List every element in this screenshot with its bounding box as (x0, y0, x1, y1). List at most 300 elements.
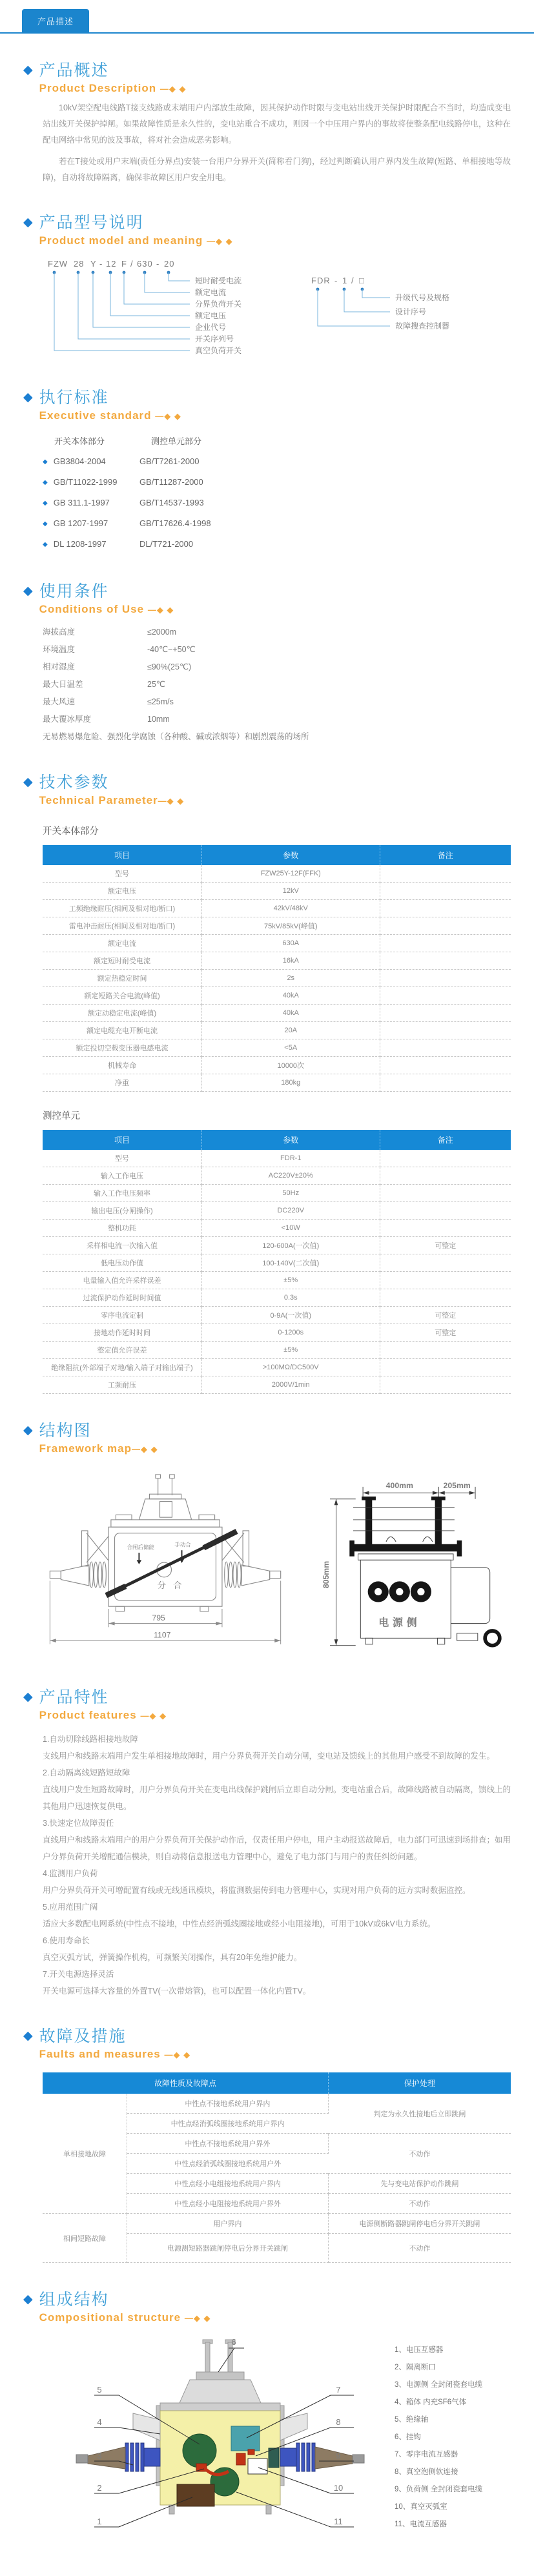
condition-key: 最大日温差 (43, 680, 83, 689)
section-subtitle (39, 234, 233, 247)
legend-item: 10、真空灭弧室 (395, 2502, 447, 2511)
table-row (43, 1167, 511, 1185)
model-segment: / (130, 259, 134, 269)
cell-item: 整定值允许误差 (43, 1342, 202, 1359)
callout-number: 2 (97, 2483, 102, 2493)
standard-code: ◆ DL 1208-1997 (43, 534, 139, 555)
section-subtitle (39, 794, 185, 807)
model-segment: - (334, 276, 338, 285)
standards-col1-header: 开关本体部分 (54, 436, 105, 446)
composition-diagram (43, 2331, 395, 2544)
feature-heading: 5.应用范围广阔 (43, 1903, 98, 1912)
cell-note (380, 1150, 511, 1167)
cell-item: 绝缘阻抗(外部端子对地/输入端子对输出端子) (43, 1359, 202, 1376)
front-view-drawing (43, 1467, 287, 1661)
cell-note (380, 1057, 511, 1074)
model-segment: 12 (106, 259, 117, 269)
protection-action: 不动作 (328, 2234, 511, 2263)
cell-item: 输入工作电压 (43, 1167, 202, 1185)
col-header-parameter: 参数 (202, 845, 380, 865)
cell-parameter: 0.3s (202, 1289, 380, 1307)
legend-item: 6、挂钩 (395, 2433, 421, 2441)
cell-item: 接地动作延时时间 (43, 1324, 202, 1342)
model-segment: FZW (48, 259, 68, 269)
condition-key: 环境温度 (43, 645, 76, 654)
cell-note (380, 1022, 511, 1039)
table-row (43, 952, 511, 970)
feature-description: 真空灭弧方试，弹簧操作机构，可频繁关闭操作，具有20年免维护能力。 (43, 1953, 302, 1962)
table-subtitle-control-unit: 测控单元 (43, 1111, 80, 1121)
cell-note (380, 1167, 511, 1185)
dimension-label: 1107 (154, 1630, 171, 1640)
overview-paragraph: 10kV架空配电线路T接支线路或末端用户内部放生故障，因其保护动作时限与变电站出线开关保护时限配合不当时，均造成变电站出线开关保护掉闸。如果故障性质是永久性的，变电站重合不成功，则因一个中压用户界内的事故将使整条配电线路停电，这种在配电网络中常见的波及事故，将对社会造成恶劣影响。 (43, 103, 511, 145)
cell-item: 工频耐压 (43, 1376, 202, 1394)
cell-parameter: 40kA (202, 1005, 380, 1022)
condition-row (43, 659, 511, 676)
standard-code: ◆ GB/T11022-1999 (43, 472, 139, 493)
feature-item (43, 1815, 511, 1865)
control-unit-table (43, 1130, 511, 1394)
cell-note (380, 865, 511, 883)
standards-row (43, 513, 511, 534)
subtitle-text: Product features (39, 1709, 137, 1721)
cell-parameter: 50Hz (202, 1185, 380, 1202)
cell-item: 额定热稳定时间 (43, 970, 202, 987)
dimension-label: 805mm (322, 1560, 331, 1589)
model-segment: F (121, 259, 127, 269)
col-header-note: 备注 (380, 1130, 511, 1150)
cell-parameter: ±5% (202, 1272, 380, 1289)
section-title: 技术参数 (39, 773, 109, 792)
cell-note: 可整定 (380, 1307, 511, 1324)
feature-item (43, 1731, 511, 1764)
table-row (43, 1272, 511, 1289)
model-code-diagram-switch (43, 258, 288, 361)
callout-number: 3 (97, 2451, 102, 2460)
cell-note (380, 883, 511, 900)
condition-row (43, 693, 511, 711)
cell-parameter: 12kV (202, 883, 380, 900)
table-row (43, 917, 511, 935)
standards-row (43, 493, 511, 513)
model-segment: 28 (74, 259, 85, 269)
cell-item: 整机功耗 (43, 1220, 202, 1237)
cell-note (380, 1202, 511, 1220)
callout-number: 7 (336, 2385, 341, 2395)
table-row (43, 1202, 511, 1220)
col-header-item: 项目 (43, 1130, 202, 1150)
cell-item: 过流保护动作延时时间值 (43, 1289, 202, 1307)
cell-parameter: 180kg (202, 1074, 380, 1092)
cell-item: 额定投切空载变压器电感电流 (43, 1039, 202, 1057)
cell-note (380, 1005, 511, 1022)
cell-parameter: 120-600A(一次值) (202, 1237, 380, 1254)
col-header-fault: 故障性质及故障点 (43, 2072, 328, 2094)
standard-code: GB/T7261-2000 (139, 456, 200, 466)
cell-parameter: <10W (202, 1220, 380, 1237)
cell-note (380, 1359, 511, 1376)
standard-code: ◆ GB 311.1-1997 (43, 493, 139, 513)
section-features (23, 1688, 511, 1999)
feature-heading: 7.开关电源选择灵活 (43, 1970, 114, 1979)
cell-note (380, 1289, 511, 1307)
section-title: 故障及措施 (39, 2027, 127, 2045)
table-row (43, 1220, 511, 1237)
cell-parameter: 75kV/85kV(峰值) (202, 917, 380, 935)
cell-note: 可整定 (380, 1237, 511, 1254)
cell-item: 型号 (43, 865, 202, 883)
cell-parameter: FDR-1 (202, 1150, 380, 1167)
model-label: 额定电流 (195, 288, 227, 297)
cell-note (380, 1376, 511, 1394)
cell-parameter: 0-1200s (202, 1324, 380, 1342)
section-framework (23, 1421, 511, 1661)
section-diamond-icon (23, 582, 33, 601)
cell-note (380, 987, 511, 1005)
cell-parameter: <5A (202, 1039, 380, 1057)
cell-item: 额定电流 (43, 935, 202, 952)
section-subtitle (39, 409, 181, 422)
table-row (43, 1039, 511, 1057)
table-row (43, 1324, 511, 1342)
legend-item: 3、电源侧 全封闭瓷套电缆 (395, 2380, 483, 2389)
table-row (43, 1359, 511, 1376)
tab-product-description[interactable]: 产品描述 (22, 9, 89, 32)
col-header-protection: 保护处理 (328, 2072, 511, 2094)
col-header-parameter: 参数 (202, 1130, 380, 1150)
section-subtitle (39, 1442, 158, 1455)
power-side-label: 电源侧 (378, 1617, 421, 1629)
table-row (43, 1022, 511, 1039)
feature-description: 直线用户和线路末端用户的用户分界负荷开关保护动作后，仅责任用户停电，用户主动报送故障后，电力部门可迅速到场排查；如用户分界负荷开关增配通信模块，则自动将信息报送电力管理中心，避免了电力部门与用户的责任纠纷问题。 (43, 1835, 511, 1861)
model-label: 故障搜查控制器 (395, 322, 450, 331)
section-title: 结构图 (39, 1422, 92, 1440)
condition-value: ≤90%(25℃) (147, 662, 192, 671)
panel-label: 分 (157, 1580, 166, 1590)
cell-item: 低电压动作值 (43, 1254, 202, 1272)
standards-row (43, 451, 511, 472)
callout-number: 9 (336, 2451, 341, 2460)
condition-value: -40℃~+50℃ (147, 645, 196, 654)
cell-item: 型号 (43, 1150, 202, 1167)
callout-number: 1 (97, 2517, 102, 2526)
table-row (43, 1005, 511, 1022)
subtitle-text: Faults and measures (39, 2048, 161, 2060)
standard-code: GB/T17626.4-1998 (139, 518, 211, 528)
cell-item: 零序电流定制 (43, 1307, 202, 1324)
cell-note (380, 917, 511, 935)
arrow-decoration: —◆ ◆ (132, 1444, 158, 1454)
table-row (43, 1057, 511, 1074)
section-overview (23, 61, 511, 186)
condition-note: 无易燃易爆危险、强烈化学腐蚀（各种酸、碱或浓烟等）和剧烈震荡的场所 (43, 732, 309, 741)
faults-table (43, 2072, 511, 2263)
cell-note (380, 1185, 511, 1202)
dimension-label: 795 (152, 1613, 165, 1622)
section-diamond-icon (23, 388, 33, 407)
composition-legend (395, 2342, 482, 2533)
cell-item: 机械寿命 (43, 1057, 202, 1074)
dimension-label: 205mm (443, 1480, 471, 1490)
feature-description: 用户分界负荷开关可增配置有线或无线通讯模块，将监测数据传到电力管理中心，实现对用户负荷的远方实时数据监控。 (43, 1886, 471, 1895)
standard-code: ◆ GB 1207-1997 (43, 513, 139, 534)
cell-parameter: 16kA (202, 952, 380, 970)
model-label: 短时耐受电流 (195, 276, 242, 285)
overview-paragraph: 若在T接处或用户末端(责任分界点)安装一台用户分界开关(简称看门狗)，经过判断确认用户界内发生故障(短路、单相接地等故障)，自动将故障隔离，确保非故障区用户安全用电。 (43, 157, 511, 182)
feature-description: 直线用户发生短路故障时，用户分界负荷开关在变电出线保护跳闸后立即自动分闸。变电站重合后，故障线路被自动隔离，馈线上的其他用户迅速恢复供电。 (43, 1785, 511, 1811)
cell-item: 工频绝缘耐压(相间及相对地/断口) (43, 900, 202, 917)
section-composition (23, 2290, 511, 2544)
section-tech-params (23, 773, 511, 1394)
cell-item: 采样相电流一次输入值 (43, 1237, 202, 1254)
model-label: 开关序列号 (195, 334, 234, 343)
condition-value: ≤2000m (147, 628, 177, 637)
section-diamond-icon (23, 2027, 33, 2046)
table-row (43, 1237, 511, 1254)
feature-heading: 6.使用寿命长 (43, 1936, 90, 1945)
table-header-row (43, 2072, 511, 2094)
condition-key: 最大风速 (43, 697, 76, 706)
section-title: 组成结构 (39, 2291, 109, 2309)
callout-number: 11 (334, 2517, 343, 2526)
condition-key: 相对湿度 (43, 662, 76, 671)
cell-item: 额定短时耐受电流 (43, 952, 202, 970)
model-label: 真空负荷开关 (195, 346, 242, 355)
legend-item: 11、电流互感器 (395, 2520, 447, 2528)
dimension-label: 400mm (385, 1480, 414, 1490)
protection-action: 不动作 (328, 2134, 511, 2174)
model-label: 企业代号 (195, 323, 227, 332)
panel-label: 合 (173, 1580, 182, 1590)
table-row (43, 1150, 511, 1167)
arrow-decoration: —◆ ◆ (206, 236, 233, 246)
model-segment: 20 (164, 259, 175, 269)
page-bottom-spacer (0, 2544, 534, 2576)
section-standard (23, 388, 511, 555)
section-subtitle (39, 603, 174, 616)
section-diamond-icon (23, 773, 33, 792)
legend-item: 9、负荷侧 全封闭瓷套电缆 (395, 2485, 483, 2493)
cell-item: 额定短路关合电流(峰值) (43, 987, 202, 1005)
page-title: 产品概述 (39, 61, 109, 79)
feature-description: 适应大多数配电网系统(中性点不接地，中性点经消弧线圈接地或经小电阻接地)，可用于10kV或6kV电力系统。 (43, 1919, 436, 1928)
fault-point: 中性点不接地系统用户界内 (127, 2094, 329, 2114)
fault-point: 中性点经小电阻接地系统用户界外 (127, 2194, 329, 2214)
cell-parameter: 2s (202, 970, 380, 987)
cell-note (380, 1342, 511, 1359)
standard-code: ◆ GB3804-2004 (43, 451, 139, 472)
table-subtitle-switch-body: 开关本体部分 (43, 826, 99, 837)
arrow-decoration: —◆ ◆ (140, 1711, 167, 1721)
cell-parameter: ±5% (202, 1342, 380, 1359)
feature-item (43, 1899, 511, 1932)
protection-action: 不动作 (328, 2194, 511, 2214)
standards-row (43, 534, 511, 555)
cell-parameter: 100-140V(二次值) (202, 1254, 380, 1272)
switch-body-table (43, 845, 511, 1092)
cell-parameter: DC220V (202, 1202, 380, 1220)
col-header-item: 项目 (43, 845, 202, 865)
cell-parameter: 42kV/48kV (202, 900, 380, 917)
section-subtitle (39, 2311, 211, 2324)
subtitle-text: Conditions of Use (39, 603, 145, 615)
cell-parameter: 10000次 (202, 1057, 380, 1074)
legend-item: 8、真空泡侧软连接 (395, 2468, 458, 2476)
section-diamond-icon (23, 2290, 33, 2309)
arrow-decoration: —◆ ◆ (158, 796, 185, 806)
fault-point: 中性点不接地系统用户界外 (127, 2134, 329, 2154)
model-segment: - (99, 259, 103, 269)
table-row (43, 970, 511, 987)
table-header-row (43, 1130, 511, 1150)
feature-item (43, 1966, 511, 1999)
table-row (43, 900, 511, 917)
cell-item: 电量输入值允许采样误差 (43, 1272, 202, 1289)
subtitle-text: Product Description (39, 82, 157, 94)
cell-note (380, 935, 511, 952)
protection-action: 判定为永久性接地后立即跳闸 (328, 2094, 511, 2134)
standards-header-row (43, 431, 511, 451)
top-bar (0, 0, 534, 32)
section-diamond-icon (23, 61, 33, 80)
cell-item: 净重 (43, 1074, 202, 1092)
callout-number: 10 (333, 2483, 344, 2493)
arrow-decoration: —◆ ◆ (184, 2313, 211, 2323)
fault-point: 中性点经消弧线圈接地系统用户外 (127, 2154, 329, 2174)
section-diamond-icon (23, 1688, 33, 1707)
model-label: 分界负荷开关 (195, 300, 242, 309)
feature-item (43, 1865, 511, 1899)
condition-key: 最大覆冰厚度 (43, 715, 92, 724)
cell-parameter: FZW25Y-12F(FFK) (202, 865, 380, 883)
cell-note (380, 1074, 511, 1092)
table-row (43, 2214, 511, 2234)
model-code-diagram-controller (307, 274, 488, 358)
standards-col2-header: 测控单元部分 (151, 436, 202, 446)
section-subtitle (39, 82, 187, 95)
model-label: 设计序号 (395, 307, 427, 316)
table-row (43, 1307, 511, 1324)
feature-description: 支线用户和线路末端用户发生单相接地故障时，用户分界负荷开关自动分闸，变电站及馈线上的其他用户感受不到故障的发生。 (43, 1752, 495, 1761)
model-label: 升级代号及规格 (395, 293, 450, 302)
section-title: 使用条件 (39, 582, 109, 600)
cell-parameter: 2000V/1min (202, 1376, 380, 1394)
cell-note (380, 1220, 511, 1237)
protection-action: 电源侧断路器跳闸停电后分界开关跳闸 (328, 2214, 511, 2234)
table-row (43, 935, 511, 952)
cell-parameter: 630A (202, 935, 380, 952)
cell-parameter: 40kA (202, 987, 380, 1005)
section-conditions (23, 582, 511, 746)
feature-heading: 1.自动切除线路相接地故障 (43, 1735, 138, 1744)
subtitle-text: Executive standard (39, 409, 152, 422)
subtitle-text: Technical Parameter (39, 794, 158, 806)
section-title: 执行标准 (39, 389, 109, 407)
condition-value: ≤25m/s (147, 697, 174, 706)
standards-row (43, 472, 511, 493)
model-segment: FDR (311, 276, 331, 285)
section-subtitle (39, 1709, 167, 1722)
feature-heading: 2.自动隔离线短路短故障 (43, 1768, 130, 1777)
condition-row (43, 676, 511, 693)
section-subtitle (39, 2048, 190, 2061)
section-title: 产品型号说明 (39, 214, 144, 232)
top-divider (0, 32, 534, 34)
panel-label: 手动合 (174, 1541, 191, 1548)
arrow-decoration: —◆ ◆ (159, 84, 187, 94)
fault-point: 中性点经小电组接地系统用户界内 (127, 2174, 329, 2194)
subtitle-text: Product model and meaning (39, 234, 203, 247)
callout-number: 4 (97, 2417, 102, 2427)
fault-point: 用户界内 (127, 2214, 329, 2234)
cell-item: 输出电压(分闸操作) (43, 1202, 202, 1220)
model-segment: - (156, 259, 160, 269)
cell-parameter: 20A (202, 1022, 380, 1039)
feature-heading: 4.监测用户负荷 (43, 1869, 98, 1878)
table-row (43, 1376, 511, 1394)
cell-note (380, 1254, 511, 1272)
cell-note (380, 1039, 511, 1057)
table-row (43, 1185, 511, 1202)
callout-number: 6 (231, 2337, 236, 2347)
condition-row (43, 624, 511, 641)
table-row (43, 883, 511, 900)
condition-value: 25℃ (147, 680, 165, 689)
cell-note (380, 900, 511, 917)
condition-row (43, 711, 511, 728)
cell-item: 额定电缆充电开断电流 (43, 1022, 202, 1039)
section-diamond-icon (23, 1421, 33, 1440)
fault-group: 单相接地故障 (43, 2094, 127, 2214)
cell-parameter: AC220V±20% (202, 1167, 380, 1185)
legend-item: 7、零序电流互感器 (395, 2450, 458, 2458)
feature-item (43, 1932, 511, 1966)
table-row (43, 1342, 511, 1359)
feature-heading: 3.快速定位故障责任 (43, 1819, 114, 1828)
arrow-decoration: —◆ ◆ (164, 2050, 191, 2060)
protection-action: 先与变电站保护动作跳闸 (328, 2174, 511, 2194)
side-view-drawing (297, 1467, 511, 1661)
condition-key: 海拔高度 (43, 628, 76, 637)
section-diamond-icon (23, 213, 33, 232)
legend-item: 2、隔离断口 (395, 2363, 436, 2371)
cell-note (380, 952, 511, 970)
section-faults (23, 2027, 511, 2263)
standards-list (43, 451, 511, 555)
section-model (23, 213, 511, 361)
subtitle-text: Framework map (39, 1442, 132, 1455)
standard-code: GB/T11287-2000 (139, 477, 203, 487)
model-segment: Y (90, 259, 97, 269)
legend-item: 4、箱体 内充SF6气体 (395, 2398, 467, 2406)
cell-item: 额定电压 (43, 883, 202, 900)
model-segment: 1 (342, 276, 348, 285)
col-header-note: 备注 (380, 845, 511, 865)
features-list (23, 1731, 511, 1999)
conditions-list (43, 624, 511, 728)
section-title: 产品特性 (39, 1688, 109, 1706)
condition-value: 10mm (147, 715, 170, 724)
standard-code: DL/T721-2000 (139, 539, 194, 549)
fault-group: 相间短路故障 (43, 2214, 127, 2263)
cell-parameter: 0-9A(一次值) (202, 1307, 380, 1324)
cell-item: 输入工作电压频率 (43, 1185, 202, 1202)
fault-point: 中性点经消弧线圈接地系统用户界内 (127, 2114, 329, 2134)
table-row (43, 1074, 511, 1092)
cell-note: 可整定 (380, 1324, 511, 1342)
table-row (43, 1289, 511, 1307)
callout-number: 5 (97, 2385, 102, 2395)
